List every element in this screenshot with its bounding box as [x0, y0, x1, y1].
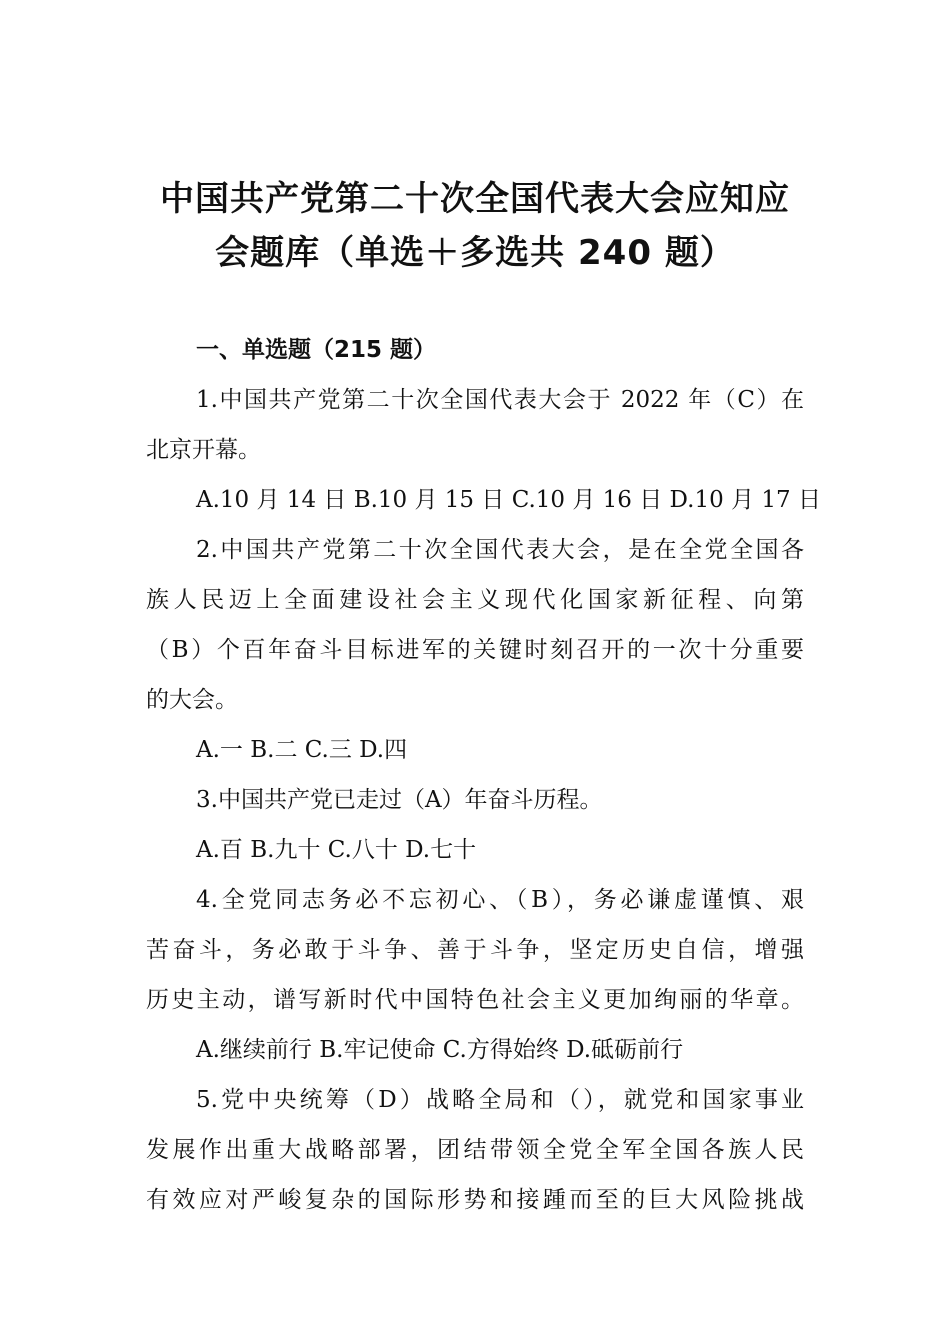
question-4-line-1: 4.全党同志务必不忘初心、（B），务必谦虚谨慎、艰	[196, 887, 804, 913]
question-2-line-3: （B）个百年奋斗目标进军的关键时刻召开的一次十分重要	[146, 637, 804, 663]
question-3-line-1: 3.中国共产党已走过（A）年奋斗历程。	[196, 787, 603, 813]
question-2-line-4: 的大会。	[146, 687, 238, 713]
question-4-line-2: 苦奋斗，务必敢于斗争、善于斗争，坚定历史自信，增强	[146, 937, 804, 963]
question-2-line-2: 族人民迈上全面建设社会主义现代化国家新征程、向第	[146, 587, 804, 613]
question-3-options: A.百 B.九十 C.八十 D.七十	[196, 837, 477, 863]
question-5-line-1: 5.党中央统筹（D）战略全局和（），就党和国家事业	[196, 1087, 804, 1113]
question-2-options: A.一 B.二 C.三 D.四	[196, 737, 408, 763]
question-5-line-3: 有效应对严峻复杂的国际形势和接踵而至的巨大风险挑战	[146, 1187, 804, 1213]
question-5-line-2: 发展作出重大战略部署，团结带领全党全军全国各族人民	[146, 1137, 804, 1163]
question-4-options: A.继续前行 B.牢记使命 C.方得始终 D.砥砺前行	[196, 1037, 684, 1063]
question-1-line-2: 北京开幕。	[146, 437, 261, 463]
question-4-line-3: 历史主动，谱写新时代中国特色社会主义更加绚丽的华章。	[146, 987, 804, 1013]
title-line-1: 中国共产党第二十次全国代表大会应知应	[160, 179, 790, 219]
title-line-2: 会题库（单选＋多选共 240 题）	[215, 233, 735, 273]
question-1-line-1: 1.中国共产党第二十次全国代表大会于 2022 年（C）在	[196, 387, 804, 413]
question-1-options: A.10 月 14 日 B.10 月 15 日 C.10 月 16 日 D.10 月 17 日	[196, 487, 821, 513]
document-title	[120, 172, 830, 280]
section-heading: 一、单选题（215 题）	[196, 337, 437, 363]
question-2-line-1: 2.中国共产党第二十次全国代表大会，是在全党全国各	[196, 537, 804, 563]
